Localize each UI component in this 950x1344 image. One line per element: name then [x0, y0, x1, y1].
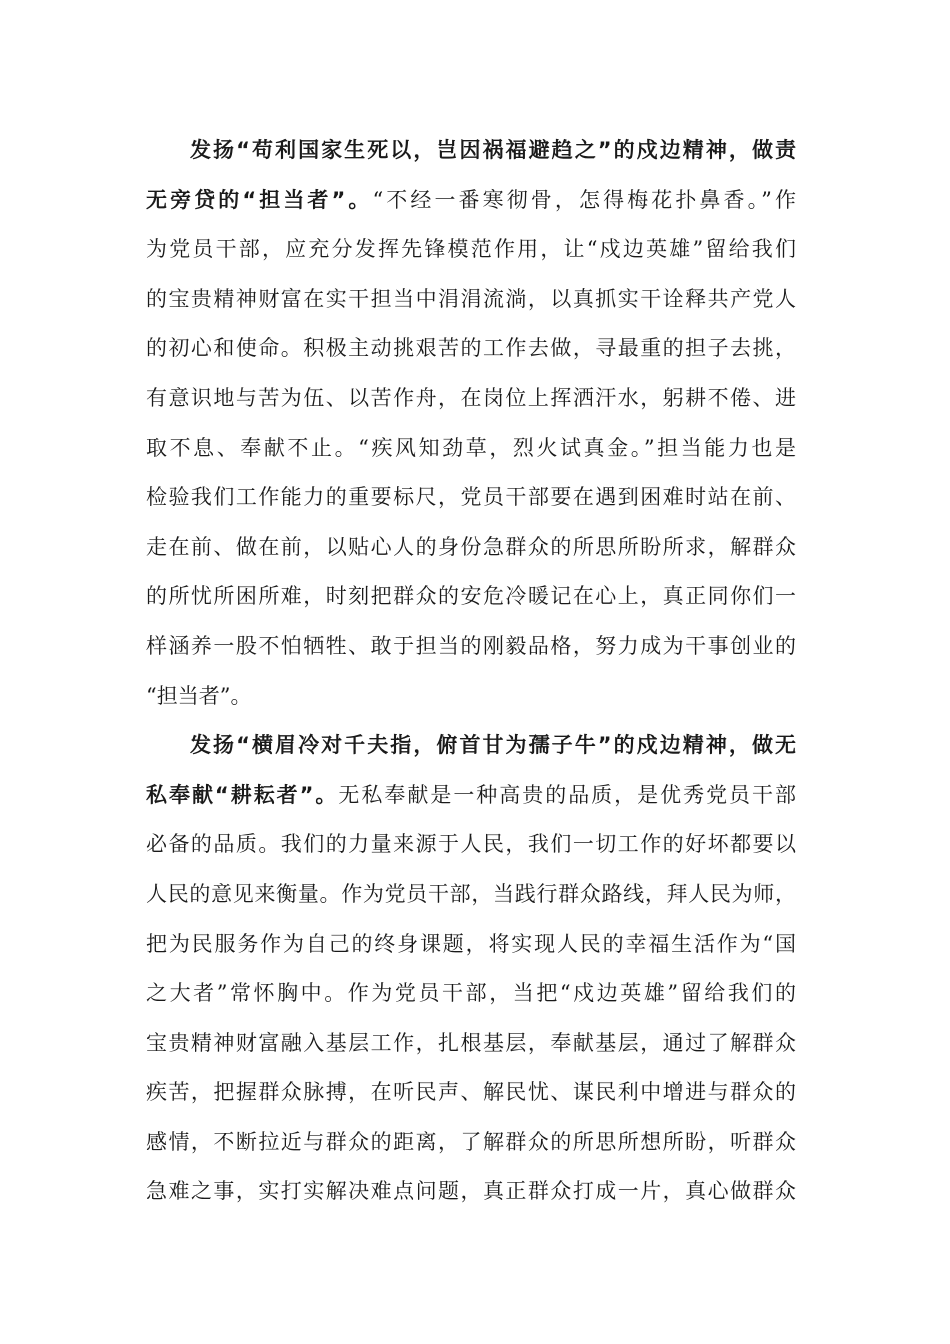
p1-body-line: 为党员干部，应充分发挥先锋模范作用，让“戍边英雄”留给我们: [146, 237, 796, 262]
p2-body-line: 感情，不断拉近与群众的距离，了解群众的所思所想所盼，听群众: [146, 1129, 796, 1154]
p2-body-line: 急难之事，实打实解决难点问题，真正群众打成一片，真心做群众: [146, 1179, 796, 1204]
p1-body-line: 的初心和使命。积极主动挑艰苦的工作去做，寻最重的担子去挑，: [146, 336, 796, 361]
p1-body-line: 有意识地与苦为伍、以苦作舟，在岗位上挥洒汗水，躬耕不倦、进: [146, 385, 796, 410]
p1-body-line: 的宝贵精神财富在实干担当中涓涓流淌，以真抓实干诠释共产党人: [146, 286, 796, 311]
p2-body-line: 之大者”常怀胸中。作为党员干部，当把“戍边英雄”留给我们的: [146, 981, 796, 1006]
p2-body-line: 宝贵精神财富融入基层工作，扎根基层，奉献基层，通过了解群众: [146, 1030, 796, 1055]
p2-line-2: [146, 771, 796, 821]
p1-body-line-last: “担当者”。: [146, 683, 252, 708]
p2-body-line: 必备的品质。我们的力量来源于人民，我们一切工作的好坏都要以: [146, 832, 796, 857]
p1-body-line: 取不息、奉献不止。“疾风知劲草，烈火试真金。”担当能力也是: [146, 435, 796, 460]
document-body: [146, 126, 796, 1217]
p1-body-line: 走在前、做在前，以贴心人的身份急群众的所思所盼所求，解群众: [146, 534, 796, 559]
p1-heading-line-1: 发扬“苟利国家生死以，岂因祸福避趋之”的戍边精神，做责: [190, 138, 796, 162]
p1-heading-line-2: 无旁贷的“担当者”。: [146, 187, 373, 212]
p1-body-line: 样涵养一股不怕牺牲、敢于担当的刚毅品格，努力成为干事创业的: [146, 633, 796, 658]
p1-line-1: [146, 126, 796, 176]
p2-heading-line-1: 发扬“横眉冷对千夫指，俯首甘为孺子牛”的戍边精神，做无: [190, 733, 796, 758]
p1-body-line: 检验我们工作能力的重要标尺，党员干部要在遇到困难时站在前、: [146, 485, 796, 510]
p2-body-line: 人民的意见来衡量。作为党员干部，当践行群众路线，拜人民为师，: [146, 881, 796, 906]
p1-body-first: “不经一番寒彻骨，怎得梅花扑鼻香。”作: [372, 187, 796, 212]
p1-line-2: [146, 176, 796, 226]
p2-body-line: 疾苦，把握群众脉搏，在听民声、解民忧、谋民利中增进与群众的: [146, 1080, 796, 1105]
p2-body-line: 把为民服务作为自己的终身课题，将实现人民的幸福生活作为“国: [146, 931, 796, 956]
p2-heading-line-2: 私奉献“耕耘者”。: [146, 782, 339, 807]
p1-body-line: 的所忧所困所难，时刻把群众的安危冷暖记在心上，真正同你们一: [146, 584, 796, 609]
p2-body-first: 无私奉献是一种高贵的品质，是优秀党员干部: [338, 782, 797, 807]
p2-line-1: [146, 721, 796, 771]
